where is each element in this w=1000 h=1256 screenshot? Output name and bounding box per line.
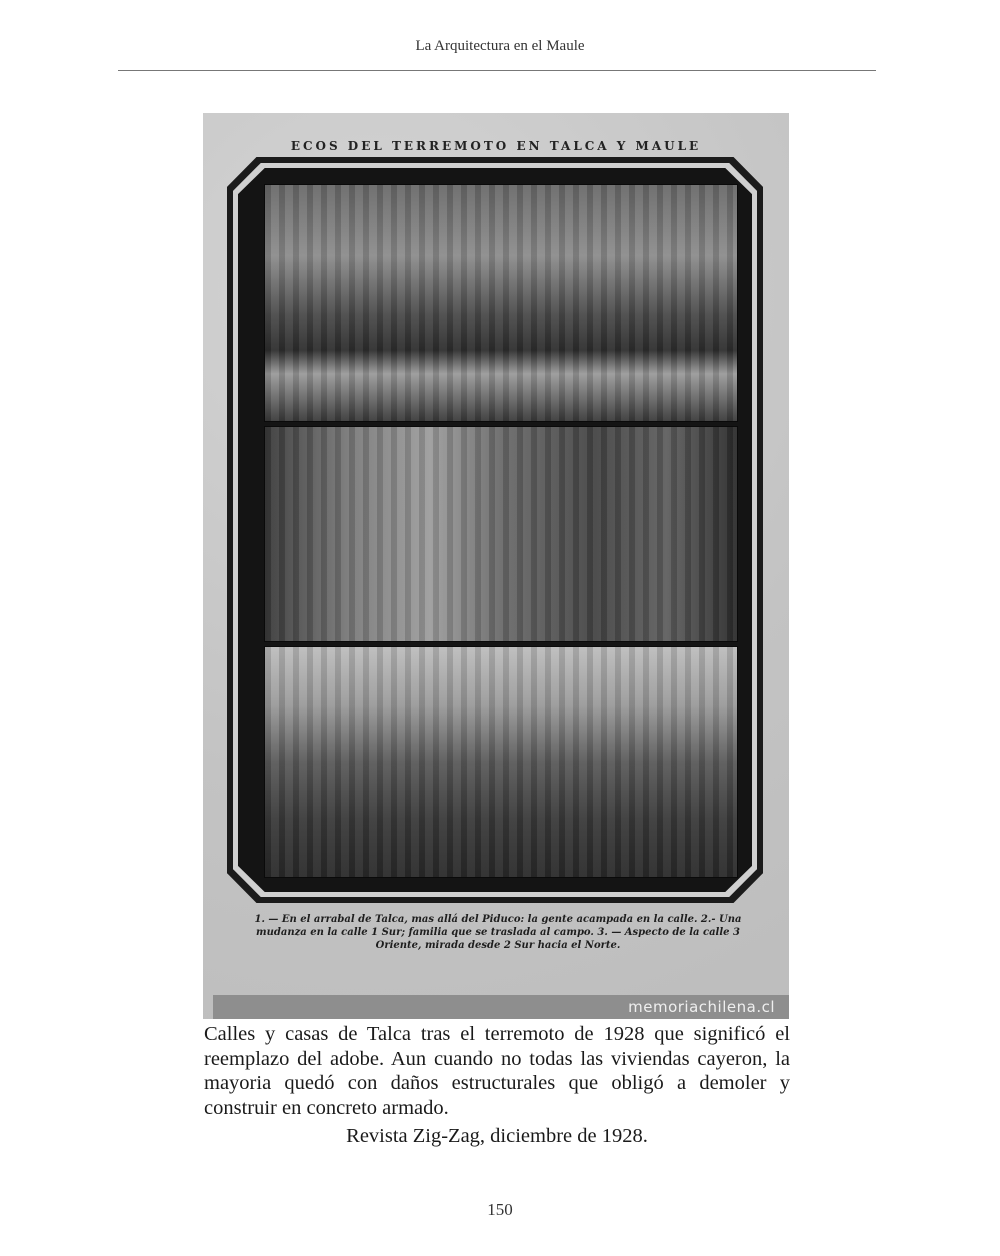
archival-figure bbox=[203, 113, 789, 1019]
running-header: La Arquitectura en el Maule bbox=[415, 38, 585, 54]
photo-street-camp bbox=[264, 184, 738, 422]
photo-street-ruins bbox=[264, 646, 738, 878]
watermark: memoriachilena.cl bbox=[628, 998, 775, 1016]
photo-frame bbox=[227, 157, 763, 903]
watermark-bar bbox=[213, 995, 789, 1019]
caption-text: Calles y casas de Talca tras el terremoto de 1928 que significó el reemplazo del adobe. Aun cuando no todas las viviendas cayeron, la mayoria quedó con daños estructurales que obligó a demoler y construir en concreto armado. bbox=[204, 1023, 790, 1119]
header-rule bbox=[118, 70, 876, 71]
caption-source: Revista Zig-Zag, diciembre de 1928. bbox=[346, 1125, 648, 1147]
photo-street-moving bbox=[264, 426, 738, 642]
figure-caption bbox=[204, 1022, 790, 1120]
scan-caption: 1. — En el arrabal de Talca, mas allá del Piduco: la gente acampada en la calle. 2.- Una mudanza en la calle 1 Sur; familia que se traslada al campo. 3. — Aspecto de la calle 3 Oriente, mirada desde 2 Sur hacia el Norte. bbox=[254, 914, 742, 951]
page-number: 150 bbox=[487, 1200, 513, 1219]
scan-heading: ECOS DEL TERREMOTO EN TALCA Y MAULE bbox=[290, 139, 702, 153]
